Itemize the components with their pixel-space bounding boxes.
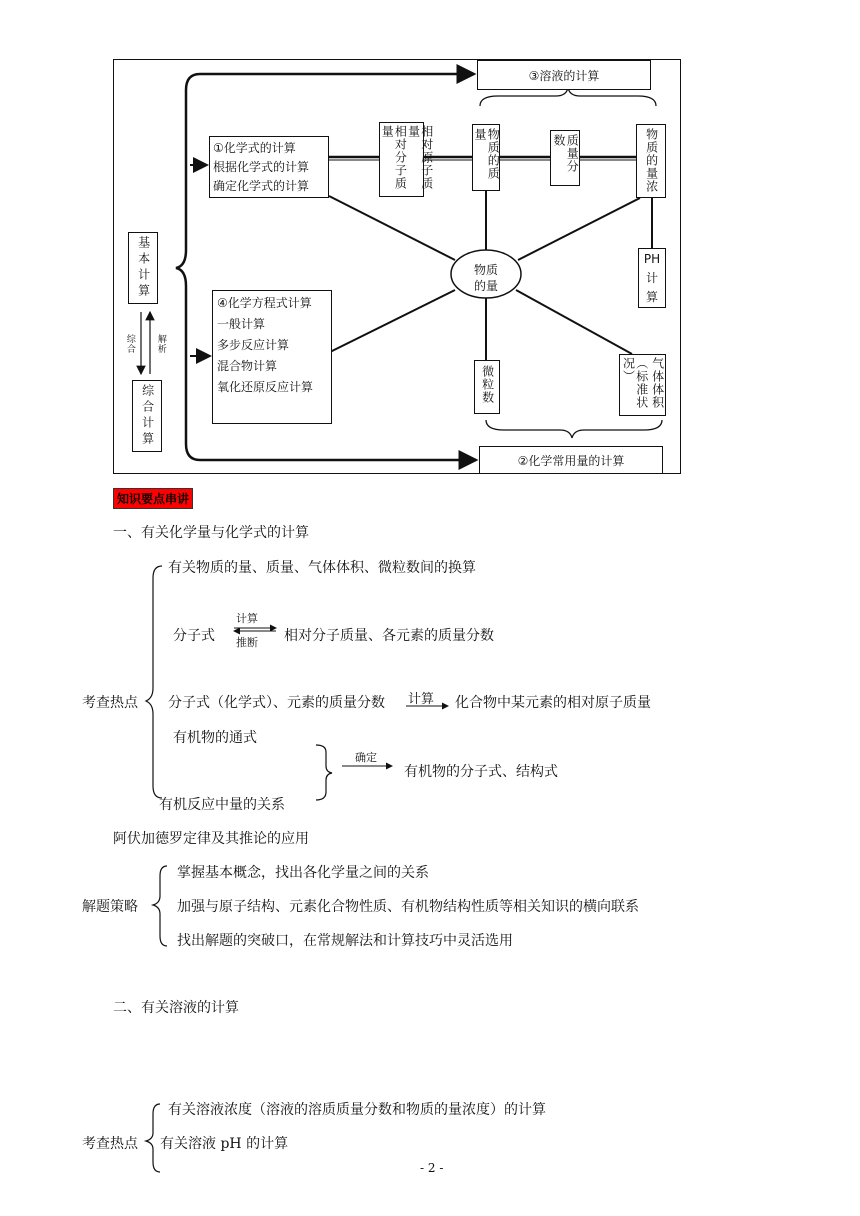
hot-item-2-arrow-top: 计算 (236, 612, 258, 625)
hot-item-2-left: 分子式 (173, 628, 215, 644)
substance-conc-box: 物质的量浓 (636, 124, 666, 198)
basic-calc-box: 基本计算 (128, 232, 158, 304)
hot-item-2-arrow-bottom: 推断 (236, 636, 258, 649)
hot-item-3-left: 分子式（化学式）、元素的质量分数 (168, 695, 385, 711)
section2-heading: 二、有关溶液的计算 (113, 1000, 239, 1016)
hot-item-3-right: 化合物中某元素的相对原子质量 (455, 695, 651, 711)
hot-item-4a: 有机物的通式 (173, 730, 257, 746)
section-tag: 知识要点串讲 (113, 488, 193, 509)
ph-calc-box: PH 计 算 (638, 248, 666, 308)
rel-atomic-mass: 相对原子质量 (406, 125, 434, 190)
strategy-item-1: 掌握基本概念，找出各化学量之间的关系 (177, 865, 429, 881)
synthesis-label: 综合 (124, 334, 135, 354)
section1-heading: 一、有关化学量与化学式的计算 (113, 525, 309, 541)
solution-calc-box: ③溶液的计算 (477, 60, 651, 90)
particle-count-box: 微粒数 (474, 360, 500, 414)
common-quantity-calc-box: ②化学常用量的计算 (479, 446, 663, 474)
section2-item-2: 有关溶液 pH 的计算 (160, 1136, 289, 1152)
hot-item-1: 有关物质的量、质量、气体体积、微粒数间的换算 (168, 560, 476, 576)
strategy-item-2: 加强与原子结构、元素化合物性质、有机物结构性质等相关知识的横向联系 (177, 899, 639, 915)
standard-condition: （标准状况） (621, 357, 649, 409)
page-number: - 2 - (420, 1161, 444, 1175)
section2-item-1: 有关溶液浓度（溶液的溶质质量分数和物质的量浓度）的计算 (168, 1102, 546, 1118)
strategy-label: 解题策略 (82, 899, 138, 915)
avogadro-line: 阿伏加德罗定律及其推论的应用 (113, 831, 309, 847)
analysis-label: 解析 (155, 334, 166, 354)
hot-item-4b: 有机反应中量的关系 (159, 797, 285, 813)
formula-calc-box: ①化学式的计算 根据化学式的计算 确定化学式的计算 (209, 136, 329, 198)
gas-volume: 气体体积 (650, 357, 665, 409)
hot-item-3-arrow: 计算 (408, 692, 435, 707)
substance-mass-box: 物质的质量 (472, 124, 500, 191)
rel-molecular-mass: 相对分子质量 (380, 125, 408, 190)
hot-item-4-right: 有机物的分子式、结构式 (404, 764, 558, 780)
comprehensive-calc-box: 综合计算 (132, 380, 162, 452)
strategy-item-3: 找出解题的突破口，在常规解法和计算技巧中灵活选用 (177, 933, 513, 949)
section2-hot-label: 考查热点 (82, 1136, 138, 1152)
equation-calc-box: ④化学方程式计算 一般计算 多步反应计算 混合物计算 氧化还原反应计算 (212, 290, 332, 424)
hot-item-2-right: 相对分子质量、各元素的质量分数 (284, 628, 494, 644)
amount-of-substance: 物质 的量 (473, 263, 498, 293)
mass-fraction-box: 质量分数 (550, 130, 580, 186)
hot-item-4-arrow: 确定 (355, 751, 377, 764)
hot-topics-label: 考查热点 (82, 695, 138, 711)
